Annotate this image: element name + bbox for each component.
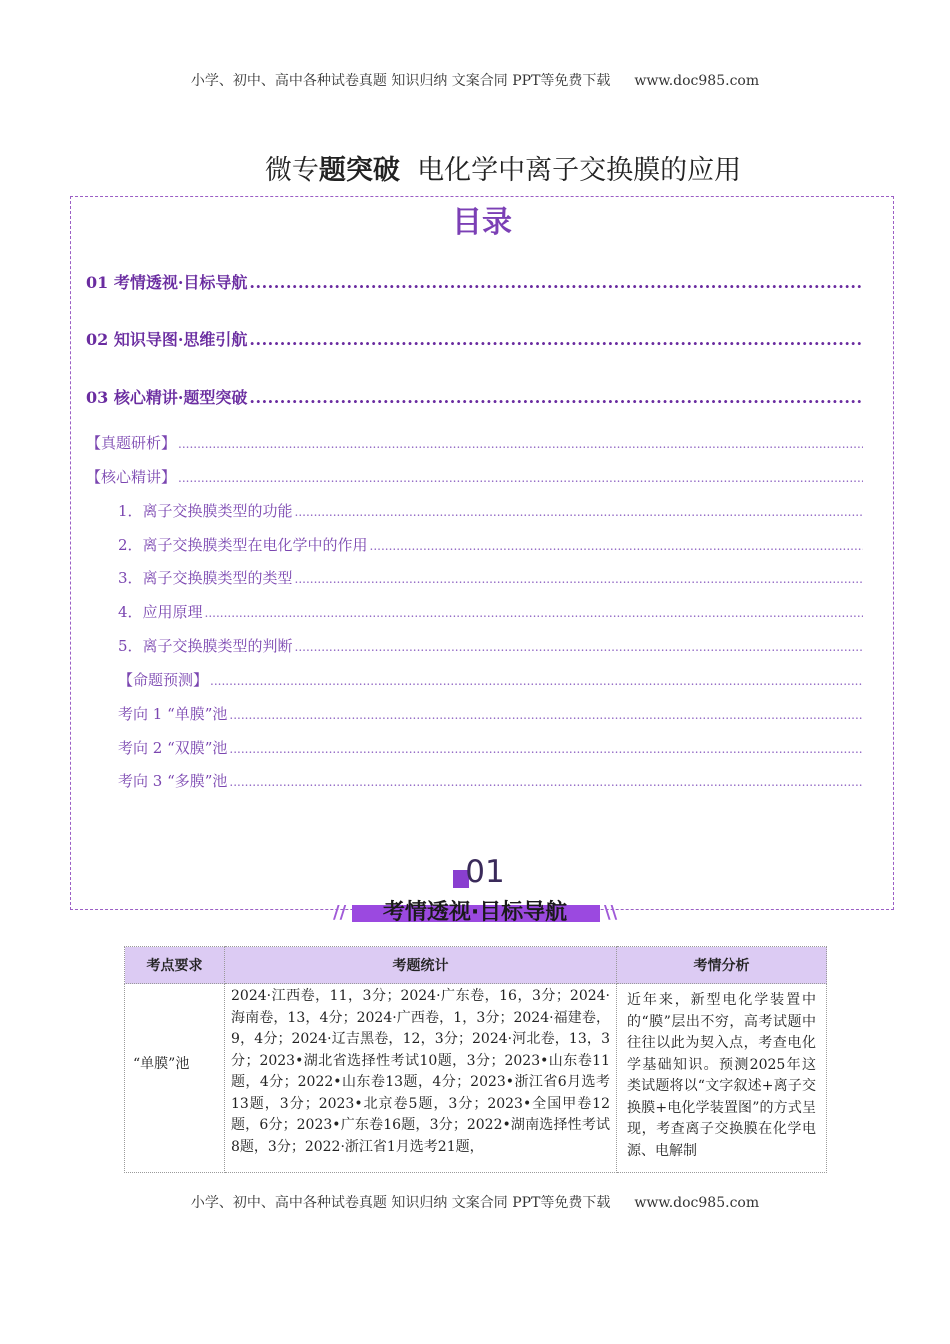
- stats-text: 2024·江西卷，11，3分；2024·广东卷，16，3分；2024· 海南卷，13，4分；2024·广西卷，1，3分；2024·福建卷，9，4分；2024·辽吉黑卷，12，3分；2024·河北卷，13，3分；2023•湖北省选择性考试10题，3分；2023•山东卷11题，4分；2022•山东卷13题，4分；2023•浙江省6月选考13题，3分；2023•北京卷5题，3分；2023•全国甲卷12题，6分；2023•广东卷16题，3分；2022•湖南选择性考试8题，3分；2022·浙江省1月选考21题，: [231, 988, 610, 1155]
- toc-entry-02[interactable]: [86, 327, 862, 350]
- table-header: 考题统计: [225, 947, 617, 984]
- toc-entry-label: 01 考情透视·目标导航: [86, 273, 248, 292]
- exam-analysis-table: [124, 946, 827, 1173]
- toc-entry-1[interactable]: [118, 500, 863, 521]
- toc-leader: [370, 539, 863, 553]
- toc-entry-label: 1．离子交换膜类型的功能: [118, 502, 293, 520]
- toc-entry-3[interactable]: [118, 567, 863, 588]
- page-header: [0, 70, 950, 90]
- toc-leader: [249, 273, 862, 292]
- toc-entry-4[interactable]: [118, 601, 863, 622]
- toc-entry-core[interactable]: [86, 466, 863, 487]
- section-title: 考情透视·目标导航: [382, 900, 568, 925]
- table-cell-stats: [225, 984, 617, 1173]
- toc-leader: [205, 606, 863, 620]
- header-text: 小学、初中、高中各种试卷真题 知识归纳 文案合同 PPT等免费下载: [190, 73, 611, 89]
- table-header: 考点要求: [125, 947, 225, 984]
- analysis-text: 近年来，新型电化学装置中的“膜”层出不穷，高考试题中往往以此为契入点，考查电化学基础知识。预测2025年这类试题将以“文字叙述+离子交换膜+电化学装置图”的方式呈现，考查离子交换膜在化学电源、电解制: [627, 992, 816, 1159]
- toc-entry-label: 02 知识导图·思维引航: [86, 330, 248, 349]
- toc-leader: [249, 388, 862, 407]
- toc-leader: [210, 674, 863, 688]
- toc-entry-real-questions[interactable]: [86, 432, 863, 453]
- toc-entry-direction-3[interactable]: [118, 770, 863, 791]
- toc-leader: [229, 742, 863, 756]
- header-site-link[interactable]: www.doc985.com: [634, 73, 760, 89]
- toc-leader: [178, 437, 863, 451]
- toc-entry-label: 03 核心精讲·题型突破: [86, 388, 248, 407]
- toc-entry-03[interactable]: [86, 385, 862, 408]
- toc-leader: [295, 640, 863, 654]
- toc-entry-label: 4．应用原理: [118, 603, 203, 621]
- toc-title: 目录: [452, 205, 512, 240]
- toc-entry-prediction[interactable]: [118, 669, 863, 690]
- toc-entry-label: 5．离子交换膜类型的判断: [118, 637, 293, 655]
- toc-entry-label: 3．离子交换膜类型的类型: [118, 569, 293, 587]
- toc-entry-label: 【命题预测】: [118, 671, 209, 689]
- toc-entry-label: 考向 3 “多膜”池: [118, 772, 228, 790]
- point-text: “单膜”池: [133, 1056, 190, 1072]
- toc-entry-2[interactable]: [118, 534, 863, 555]
- document-title: [0, 148, 950, 187]
- slash-decoration-icon: \\: [604, 902, 618, 923]
- table-row: [125, 984, 827, 1173]
- page-footer: [0, 1192, 950, 1212]
- toc-leader: [295, 505, 863, 519]
- table-header-row: [125, 947, 827, 984]
- toc-entry-label: 考向 1 “单膜”池: [118, 705, 228, 723]
- toc-entry-label: 2．离子交换膜类型在电化学中的作用: [118, 536, 368, 554]
- toc-entry-label: 【核心精讲】: [86, 468, 177, 486]
- toc-leader: [295, 572, 863, 586]
- table-cell-point: [125, 984, 225, 1173]
- title-bold: 题突破: [318, 155, 400, 186]
- toc-entry-direction-2[interactable]: [118, 737, 863, 758]
- toc-leader: [229, 708, 863, 722]
- toc-entry-direction-1[interactable]: [118, 703, 863, 724]
- footer-text: 小学、初中、高中各种试卷真题 知识归纳 文案合同 PPT等免费下载: [190, 1195, 611, 1211]
- toc-leader: [178, 471, 863, 485]
- table-header: 考情分析: [617, 947, 827, 984]
- toc-leader: [249, 330, 862, 349]
- title-prefix: 微专: [264, 155, 319, 186]
- footer-site-link[interactable]: www.doc985.com: [634, 1195, 760, 1211]
- toc-entry-label: 考向 2 “双膜”池: [118, 739, 228, 757]
- toc-entry-01[interactable]: [86, 270, 862, 293]
- toc-entry-5[interactable]: [118, 635, 863, 656]
- slash-decoration-icon: //: [333, 902, 347, 923]
- table-cell-analysis: [617, 984, 827, 1173]
- toc-leader: [229, 775, 863, 789]
- toc-entry-label: 【真题研析】: [86, 434, 177, 452]
- title-rest: 电化学中离子交换膜的应用: [417, 155, 742, 186]
- section-number: 01: [465, 854, 505, 890]
